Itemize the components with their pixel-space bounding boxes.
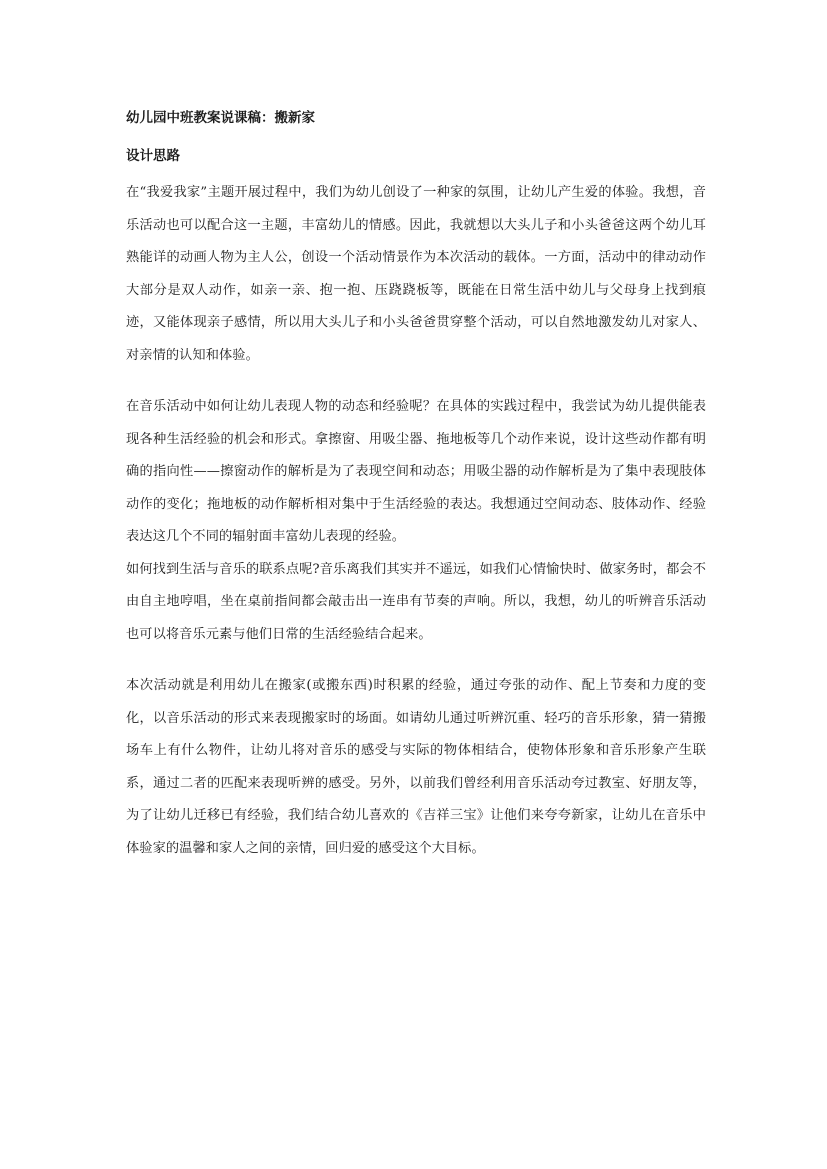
paragraph-4: 本次活动就是利用幼儿在搬家(或搬东西)时积累的经验，通过夸张的动作、配上节奏和力度的变化，以音乐活动的形式来表现搬家时的场面。如请幼儿通过听辨沉重、轻巧的音乐形象，猜一猜搬场车上有什么物件，让幼儿将对音乐的感受与实际的物体相结合，使物体形象和音乐形象产生联系，通过二者的匹配来表现听辨的感受。另外，以前我们曾经利用音乐活动夸过教室、好朋友等，为了让幼儿迁移已有经验，我们结合幼儿喜欢的《吉祥三宝》让他们来夸夸新家，让幼儿在音乐中体验家的温馨和家人之间的亲情，回归爱的感受这个大目标。	[126, 678, 706, 856]
paragraph-3: 如何找到生活与音乐的联系点呢?音乐离我们其实并不遥远，如我们心情愉快时、做家务时，都会不由自主地哼唱，坐在桌前指间都会敲击出一连串有节奏的声响。所以，我想，幼儿的听辨音乐活动也可以将音乐元素与他们日常的生活经验结合起来。	[126, 561, 706, 642]
paragraph-1: 在“我爱我家”主题开展过程中，我们为幼儿创设了一种家的氛围，让幼儿产生爱的体验。我想，音乐活动也可以配合这一主题，丰富幼儿的情感。因此，我就想以大头儿子和小头爸爸这两个幼儿耳熟能详的动画人物为主人公，创设一个活动情景作为本次活动的载体。一方面，活动中的律动动作大部分是双人动作，如亲一亲、抱一抱、压跷跷板等，既能在日常生活中幼儿与父母身上找到痕迹，又能体现亲子感情，所以用大头儿子和小头爸爸贯穿整个活动，可以自然地激发幼儿对家人、对亲情的认知和体验。	[126, 185, 706, 363]
document-body	[126, 108, 706, 865]
document-title: 幼儿园中班教案说课稿：搬新家	[126, 110, 315, 126]
paragraph-2: 在音乐活动中如何让幼儿表现人物的动态和经验呢？在具体的实践过程中，我尝试为幼儿提供能表现各种生活经验的机会和形式。拿擦窗、用吸尘器、拖地板等几个动作来说，设计这些动作都有明确的指向性——擦窗动作的解析是为了表现空间和动态；用吸尘器的动作解析是为了集中表现肢体动作的变化；拖地板的动作解析相对集中于生活经验的表达。我想通过空间动态、肢体动作、经验表达这几个不同的辐射面丰富幼儿表现的经验。	[126, 399, 706, 544]
section-heading: 设计思路	[126, 148, 180, 164]
